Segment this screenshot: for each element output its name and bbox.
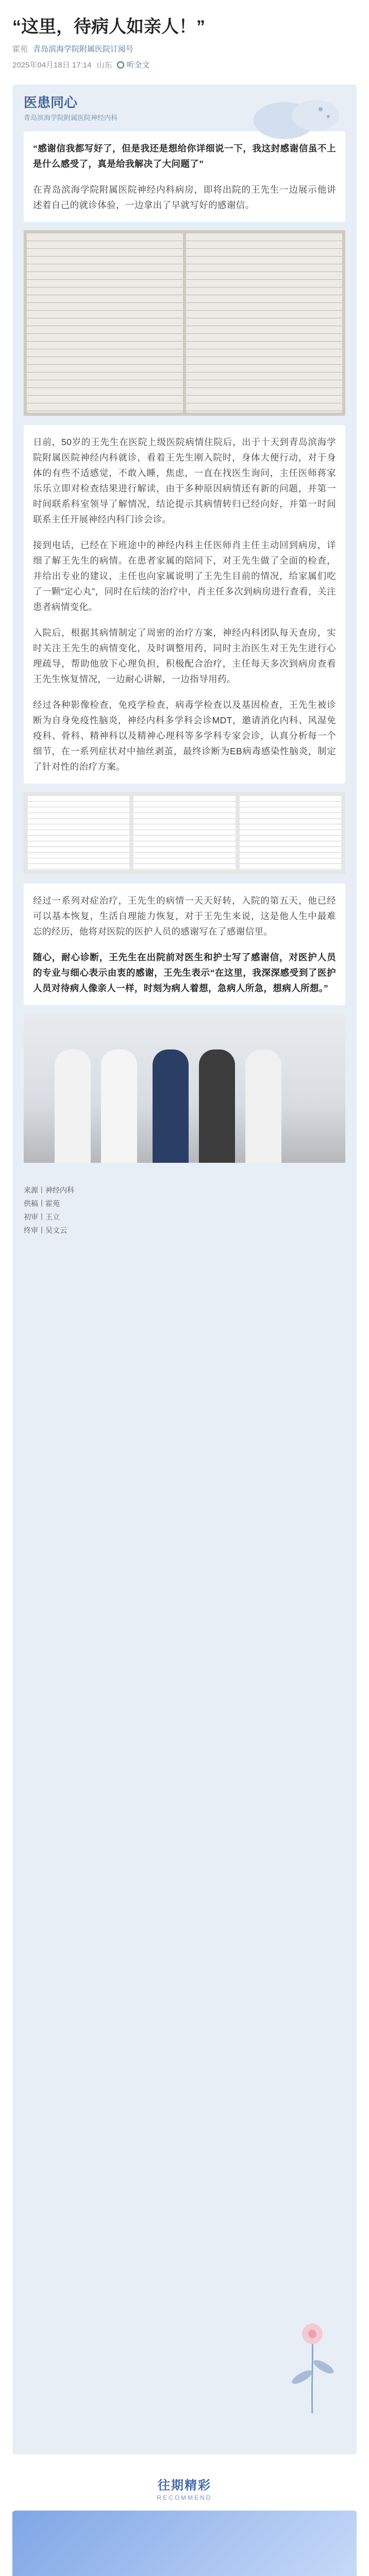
recommend-subtitle: RECOMMEND [157,2494,212,2501]
article-body-panel [12,84,357,2454]
listen-label: 听全文 [126,61,150,70]
letter-page [186,233,342,413]
patient-figure [153,1049,189,1163]
doc-page [240,796,341,870]
doctor-figure [55,1049,91,1163]
recommend-heading [0,2475,369,2501]
article-header [0,0,369,70]
group-photo [24,1013,345,1163]
credit-line: 供稿丨霍苑 [24,1199,60,1208]
meta-line [12,43,357,54]
doc-page [133,796,235,870]
section-subtitle: 青岛滨海学院附属医院神经内科 [24,114,118,122]
publish-location: 山东 [96,61,112,70]
publish-date: 2025年04月18日 17:14 [12,61,92,70]
article-title: “这里，待病人如亲人！” [12,17,205,37]
paragraph: 入院后，根据其病情制定了周密的治疗方案，神经内科团队每天查房，实时关注王先生的病情变化，及时调整用药，同时主治医生对王先生进行心理疏导，帮助他放下心理负担，积极配合治疗，主任每天多次到病房查看王先生恢复情况，一边耐心讲解，一边指导用药。 [33,628,336,684]
story-card [24,425,345,784]
meta-line-2 [12,59,357,70]
medical-records-photo [24,792,345,874]
opening-quote: “感谢信我都写好了，但是我还是想给你详细说一下，我这封感谢信虽不上是什么感受了，真是给我解决了大问题了” [33,143,336,169]
decorative-flower-graphic [281,2315,343,2413]
paragraph: 随心，耐心诊断，王先生在出院前对医生和护士写了感谢信，对医护人员的专业与细心表示由衷的感谢，王先生表示“在这里，我深深感受到了医护人员对待病人像亲人一样，时刻为病人着想，急病人所急，想病人所想。” [33,952,336,993]
promo-card-screening[interactable] [12,2511,357,2576]
doc-page [28,796,129,870]
paragraph: 经过一系列对症治疗，王先生的病情一天天好转，入院的第五天，他已经可以基本恢复，生活自理能力恢复，对于王先生来说，这是他人生中最难忘的经历，他将对医院的医护人员的感谢写在了感谢信里。 [33,895,336,937]
listen-button[interactable] [117,59,149,70]
story-card-2 [24,884,345,1005]
credit-line: 终审丨吴文云 [24,1226,67,1234]
headphone-icon [117,61,124,69]
doctor-figure [101,1049,137,1163]
decorative-cloud-graphic [254,90,341,146]
credit-line: 来源丨神经内科 [24,1186,74,1194]
letter-page [27,233,183,413]
thank-you-letter-photo [24,230,345,416]
credit-line: 初审丨王立 [24,1213,60,1221]
paragraph: 在青岛滨海学院附属医院神经内科病房，即将出院的王先生一边展示他讲述着自己的就诊体验，一边拿出了早就写好的感谢信。 [33,184,336,210]
recommend-title: 往期精彩 [158,2479,211,2493]
section-title: 医患同心 [24,95,78,110]
paragraph: 经过各种影像检查，免疫学检查，病毒学检查以及基因检查，王先生被诊断为自身免疫性脑炎，神经内科多学科会诊MDT，邀请消化内科、风湿免疫科、骨科、精神科以及精神心理科等多学科专家会诊，认真分析每一个细节，在一系列症状对中抽丝剥茧，最终诊断为EB病毒感染性脑炎，制定了针对性的治疗方案。 [33,700,336,772]
family-figure [199,1049,235,1163]
nurse-figure [245,1049,281,1163]
author-name: 霍苑 [12,45,28,54]
account-link[interactable]: 青岛滨海学院附属医院订阅号 [33,45,134,54]
credits-list [24,1183,345,1237]
paragraph: 日前，50岁的王先生在医院上级医院病情住院后，出于十天到青岛滨海学院附属医院神经内科就诊，看着王先生刚入院时，身体大便行动，对于身体的有些不适感觉，不敢入睡，焦虑，一直在找医生询问，主任医师蒋家乐乐立即对检查结果进行解读，由于多种原因病情还有新的问题，并第一时间联系科室领导了解情况，结论提示其病情转归已经向好，并第一时间联系主任开展神经内科门诊会诊。 [33,437,336,524]
paragraph: 接到电话，已经在下班途中的神经内科主任医师肖主任主动回到病房，详细了解王先生的病情。在患者家属的陪同下，对王先生做了全面的检查，并给出专业的建议，主任也向家属说明了王先生目前的情况，给家属们吃了一颗“定心丸”，同时在后续的治疗中，肖主任多次到病房进行查看，关注患者病情变化。 [33,540,336,612]
